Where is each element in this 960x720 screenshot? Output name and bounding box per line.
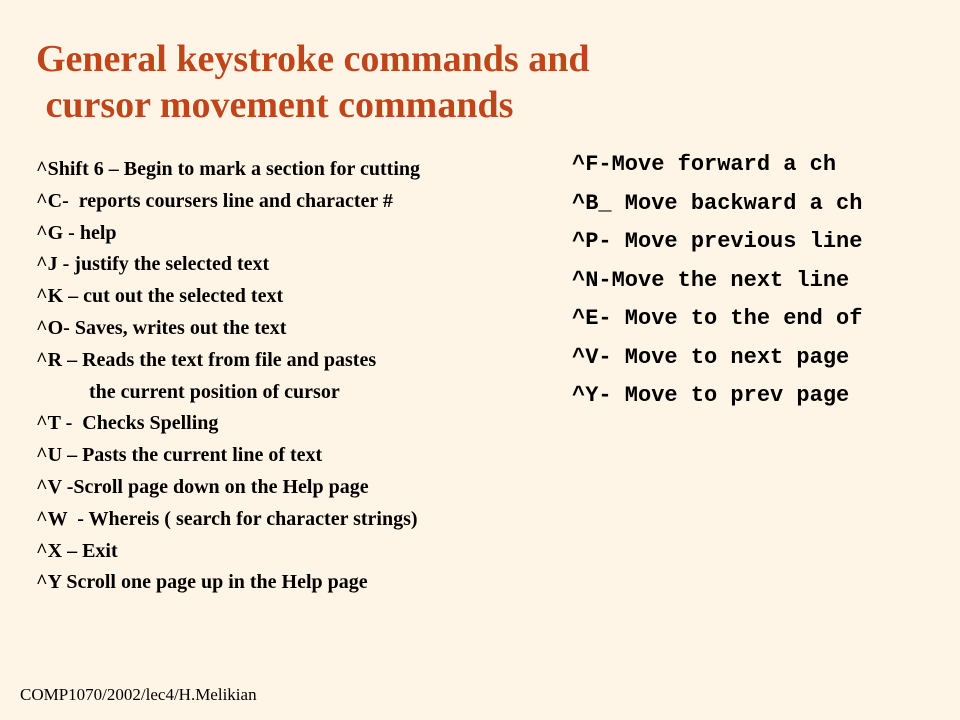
list-item: ^W - Whereis ( search for character strings) xyxy=(36,507,418,530)
list-item: ^O- Saves, writes out the text xyxy=(36,316,287,339)
list-item: ^B_ Move backward a ch xyxy=(572,190,863,216)
list-item: ^U – Pasts the current line of text xyxy=(36,444,323,467)
list-item: ^F-Move forward a ch xyxy=(572,152,837,177)
list-item: ^P- Move previous line xyxy=(572,229,863,254)
slide-footer: COMP1070/2002/lec4/H.Melikian xyxy=(20,685,257,704)
list-item-continuation: the current position of cursor xyxy=(89,380,340,403)
list-item: ^J - justify the selected text xyxy=(36,253,270,276)
list-item: ^Y Scroll one page up in the Help page xyxy=(36,571,368,594)
slide-title xyxy=(36,36,589,128)
list-item: ^N-Move the next line xyxy=(572,267,850,293)
list-item: ^T - Checks Spelling xyxy=(36,412,219,435)
list-item: ^Y- Move to prev page xyxy=(572,383,850,408)
list-item: ^G - help xyxy=(36,221,117,244)
slide-title-line-2: cursor movement commands xyxy=(36,84,514,126)
list-item: ^V- Move to next page xyxy=(572,344,850,370)
cursor-movement-list xyxy=(572,146,862,416)
list-item: ^V -Scroll page down on the Help page xyxy=(36,475,369,498)
list-item: ^E- Move to the end of xyxy=(572,306,863,331)
list-item: ^C- reports coursers line and character # xyxy=(36,189,393,212)
list-item: ^Shift 6 – Begin to mark a section for cutting xyxy=(36,158,421,180)
list-item: ^X – Exit xyxy=(36,539,118,562)
general-commands-list xyxy=(36,154,420,599)
list-item: ^K – cut out the selected text xyxy=(36,285,284,308)
list-item: ^R – Reads the text from file and pastes xyxy=(36,348,377,371)
slide-title-line-1: General keystroke commands and xyxy=(36,38,590,80)
